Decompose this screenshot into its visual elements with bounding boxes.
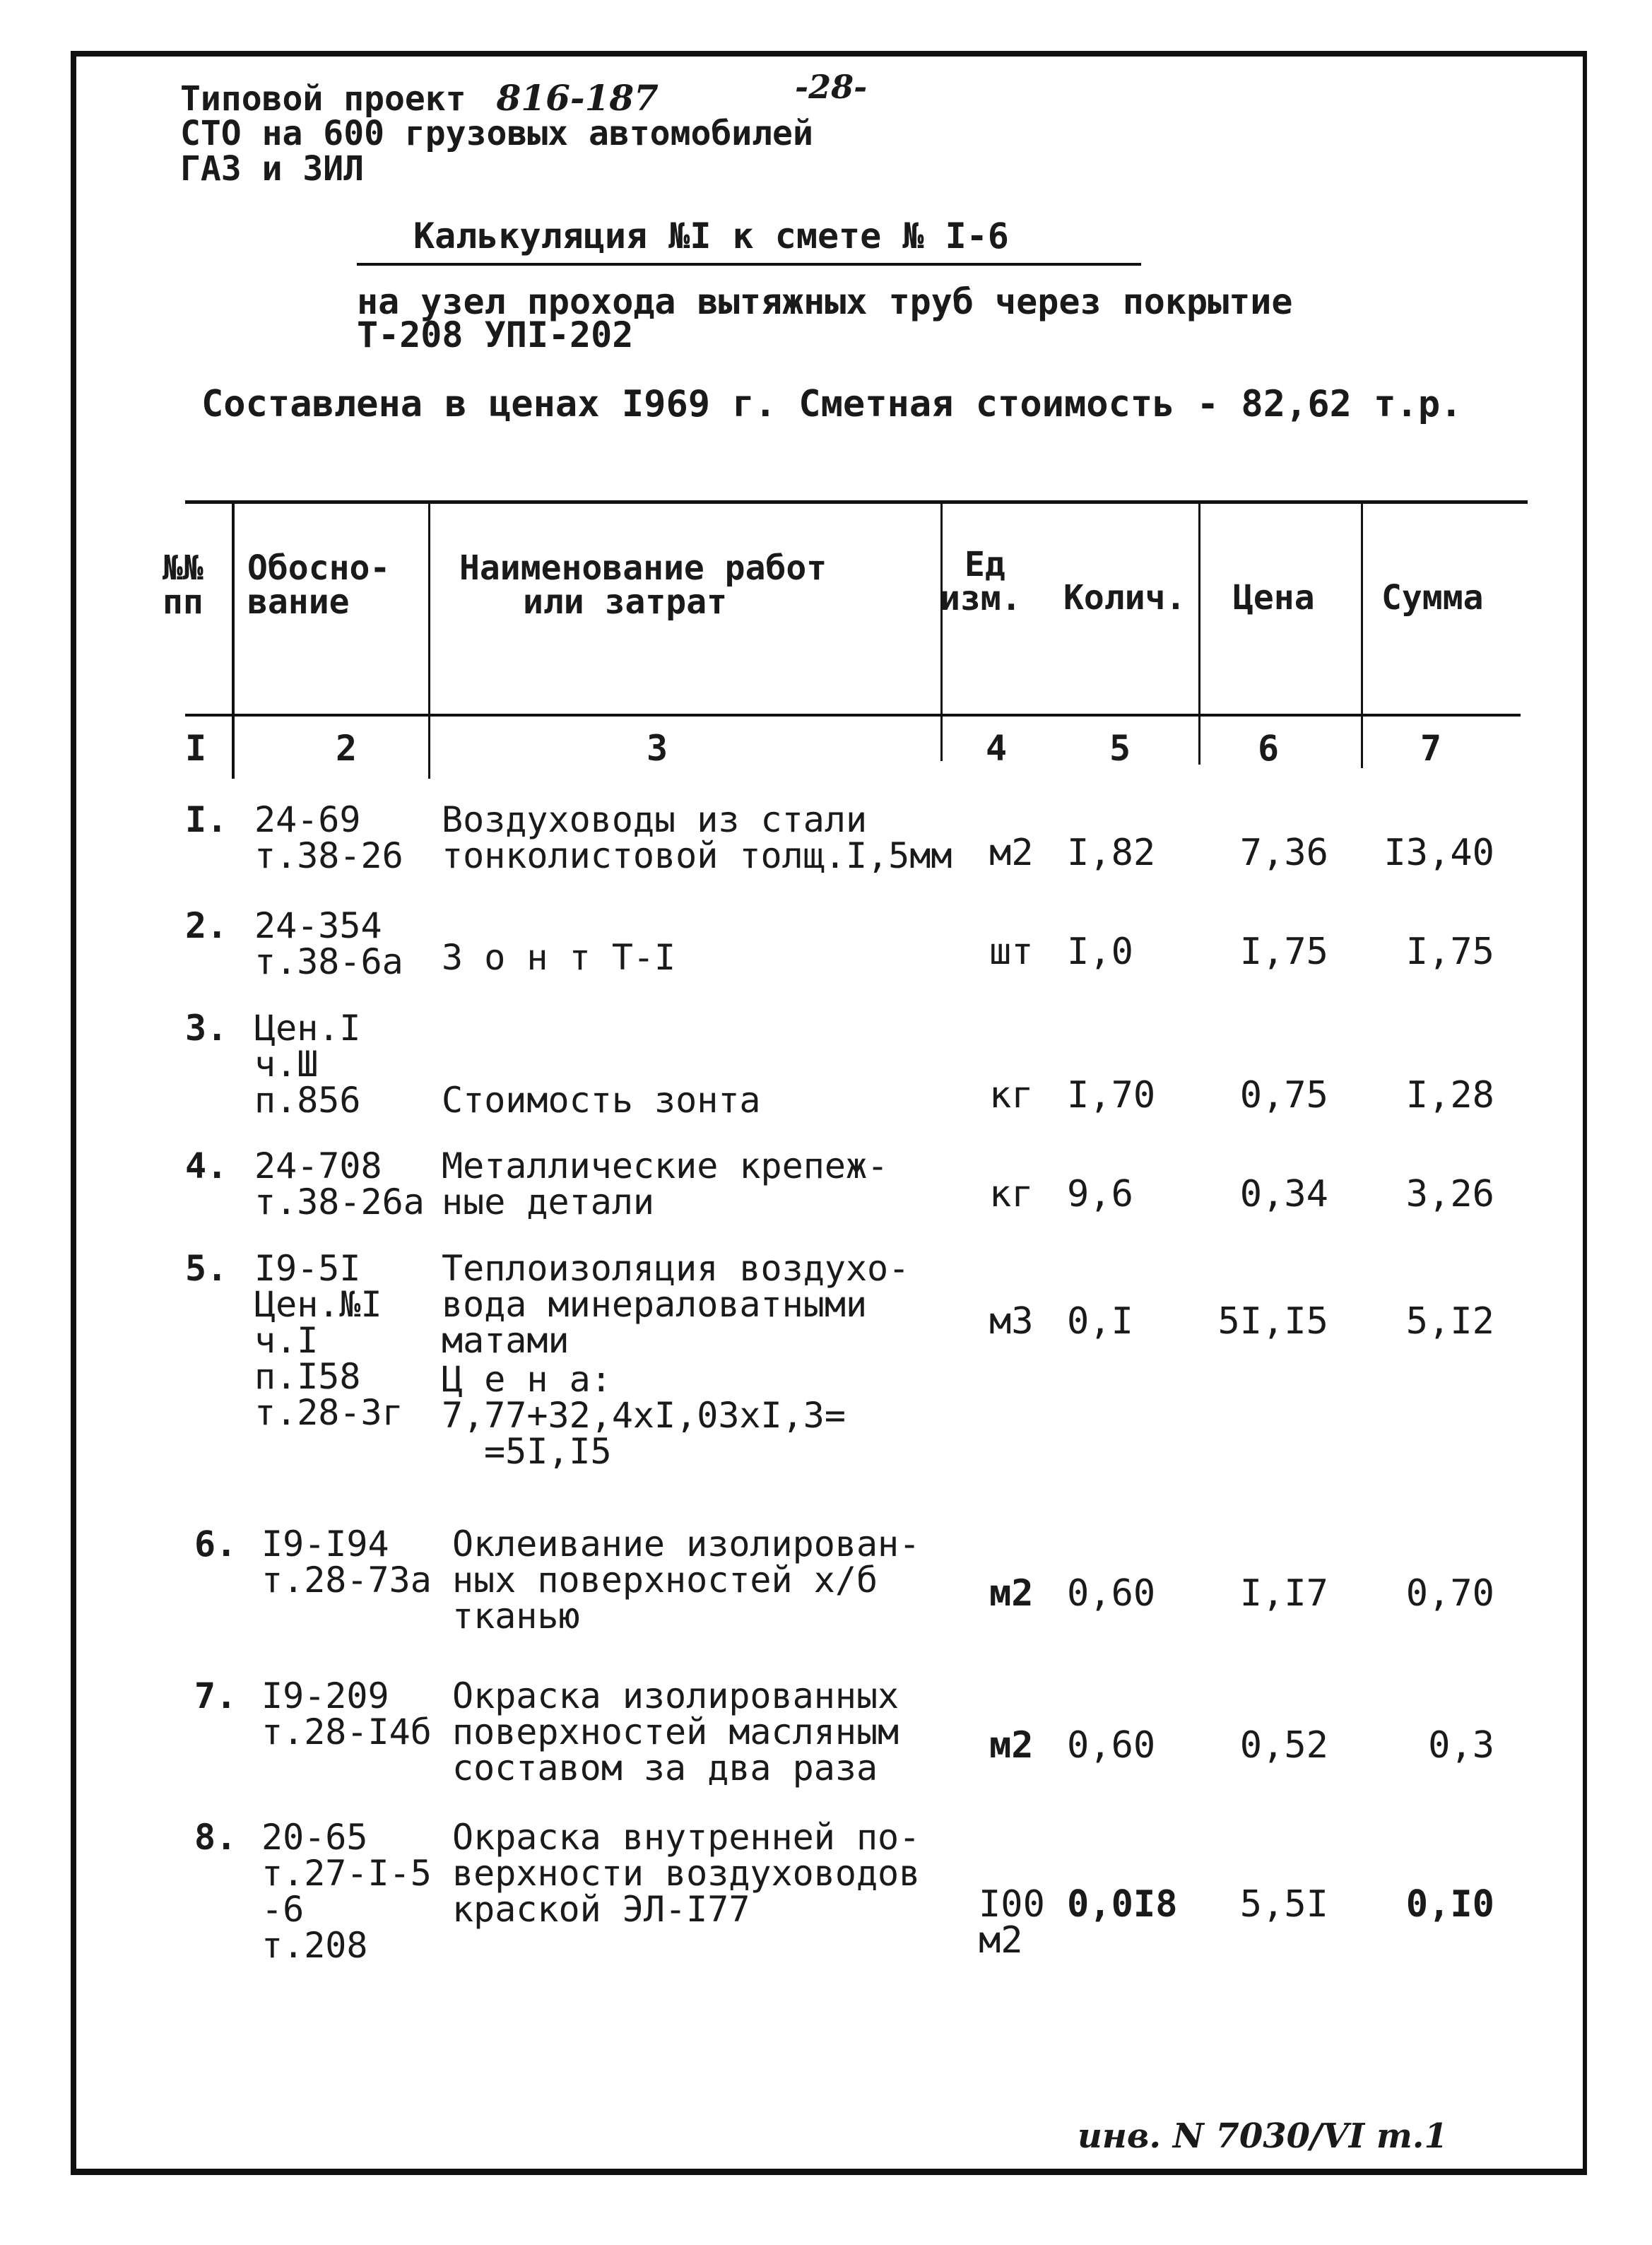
project-number: 816-187 <box>496 77 659 119</box>
row-4-sum: 3,26 <box>1405 1173 1494 1215</box>
row-5-num: 5. <box>185 1248 228 1289</box>
row-2-sum: I,75 <box>1405 931 1494 973</box>
row-3-price: 0,75 <box>1239 1074 1328 1116</box>
colnum-2: 2 <box>335 728 358 769</box>
row-6-qty: 0,60 <box>1067 1572 1156 1615</box>
colnum-4: 4 <box>985 728 1008 769</box>
row-8-num: 8. <box>194 1817 237 1858</box>
row-5-qty: 0,I <box>1067 1300 1133 1343</box>
header-line-2: СТО на 600 грузовых автомобилей <box>180 114 813 153</box>
row-6-price: I,I7 <box>1239 1572 1328 1615</box>
row-5-price: 5I,I5 <box>1217 1300 1328 1343</box>
colnum-7: 7 <box>1420 728 1442 769</box>
table-top-rule <box>185 500 1528 504</box>
row-3-num: 3. <box>185 1008 228 1049</box>
row-3-qty: I,70 <box>1067 1074 1156 1116</box>
subtitle-line-2: Т-208 УПI-202 <box>357 314 634 355</box>
project-label: Типовой проект <box>180 79 466 119</box>
row-1-unit: м2 <box>989 832 1034 874</box>
colnum-6: 6 <box>1257 728 1280 769</box>
row-6-sum: 0,70 <box>1405 1572 1494 1615</box>
row-1-basis: 24-69 т.38-26 <box>254 799 403 876</box>
row-8-qty: 0,0I8 <box>1067 1883 1178 1926</box>
row-1-price: 7,36 <box>1239 832 1328 874</box>
colnum-3: 3 <box>646 728 668 769</box>
row-7-basis: I9-209 т.28-I4б <box>261 1675 432 1752</box>
row-3-sum: I,28 <box>1405 1074 1494 1116</box>
col-divider-2 <box>428 503 430 779</box>
row-5-unit: м3 <box>989 1300 1034 1343</box>
row-4-qty: 9,6 <box>1067 1173 1133 1215</box>
header-qty: Колич. <box>1063 578 1186 618</box>
document-title: Калькуляция №I к смете № I-6 <box>413 216 1009 257</box>
row-7-price: 0,52 <box>1239 1724 1328 1767</box>
row-2-qty: I,0 <box>1067 931 1133 973</box>
row-2-price: I,75 <box>1239 931 1328 973</box>
row-4-basis: 24-708 т.38-26а <box>254 1145 425 1222</box>
row-3-basis: Цен.I ч.Ш п.856 <box>254 1008 361 1121</box>
col-divider-4 <box>1198 503 1200 765</box>
row-8-sum: 0,I0 <box>1405 1883 1494 1926</box>
row-8-price: 5,5I <box>1239 1883 1328 1926</box>
row-4-price: 0,34 <box>1239 1173 1328 1215</box>
row-3-unit: кг <box>989 1074 1034 1116</box>
row-4-num: 4. <box>185 1145 228 1186</box>
header-price: Цена <box>1233 578 1315 618</box>
row-5-sum: 5,I2 <box>1405 1300 1494 1343</box>
row-7-qty: 0,60 <box>1067 1724 1156 1767</box>
colnum-5: 5 <box>1109 728 1131 769</box>
header-line-1 <box>180 77 659 119</box>
row-4-name: Металлические крепеж- ные детали <box>442 1145 889 1222</box>
row-1-sum: I3,40 <box>1383 832 1494 874</box>
page-number: -28- <box>795 68 868 106</box>
row-5-name: Теплоизоляция воздухо- вода минераловатными матами Ц е н а: 7,77+32,4хI,03хI,3= =5I,I5 <box>442 1248 910 1472</box>
header-name: Наименование работ или затрат <box>459 548 827 622</box>
row-5-basis: I9-5I Цен.№I ч.I п.I58 т.28-3г <box>254 1248 403 1433</box>
row-8-unit: I00 м2 <box>979 1883 1045 1962</box>
col-divider-1 <box>232 503 235 779</box>
row-6-unit: м2 <box>989 1572 1034 1615</box>
row-8-name: Окраска внутренней по- верхности воздуховодов краской ЭЛ-I77 <box>452 1817 921 1930</box>
row-4-unit: кг <box>989 1173 1034 1215</box>
subtitle-line-1: на узел прохода вытяжных труб через покрытие <box>357 281 1293 322</box>
header-num: №№ пп <box>163 548 203 622</box>
table-header-rule <box>185 714 1521 717</box>
row-1-qty: I,82 <box>1067 832 1156 874</box>
row-8-basis: 20-65 т.27-I-5 -6 т.208 <box>261 1817 432 1966</box>
title-underline <box>357 263 1141 266</box>
header-unit: Ед изм. <box>940 545 1022 618</box>
header-line-3: ГАЗ и ЗИЛ <box>180 149 365 189</box>
row-2-basis: 24-354 т.38-6а <box>254 905 403 982</box>
row-2-num: 2. <box>185 905 228 946</box>
row-6-basis: I9-I94 т.28-73а <box>261 1524 432 1601</box>
row-6-num: 6. <box>194 1524 237 1565</box>
header-sum: Сумма <box>1381 578 1484 618</box>
colnum-1: I <box>185 728 207 769</box>
row-1-num: I. <box>185 799 228 840</box>
row-3-name: Стоимость зонта <box>442 1080 761 1121</box>
row-2-name: З о н т Т-I <box>442 937 676 978</box>
row-1-name: Воздуховоды из стали тонколистовой толщ.I,5мм <box>442 799 952 876</box>
row-6-name: Оклеивание изолирован- ных поверхностей х/б тканью <box>452 1524 921 1637</box>
inventory-note: инв. N 7030/VI т.1 <box>1078 2116 1448 2156</box>
row-7-name: Окраска изолированных поверхностей масляным составом за два раза <box>452 1675 899 1789</box>
col-divider-5 <box>1361 503 1363 768</box>
row-7-num: 7. <box>194 1675 237 1716</box>
cost-summary: Составлена в ценах I969 г. Сметная стоимость - 82,62 т.р. <box>201 383 1463 425</box>
row-2-unit: шт <box>989 931 1034 973</box>
header-basis: Обосно- вание <box>247 548 391 622</box>
col-divider-3 <box>940 503 943 761</box>
row-7-unit: м2 <box>989 1724 1034 1767</box>
row-7-sum: 0,3 <box>1428 1724 1494 1767</box>
